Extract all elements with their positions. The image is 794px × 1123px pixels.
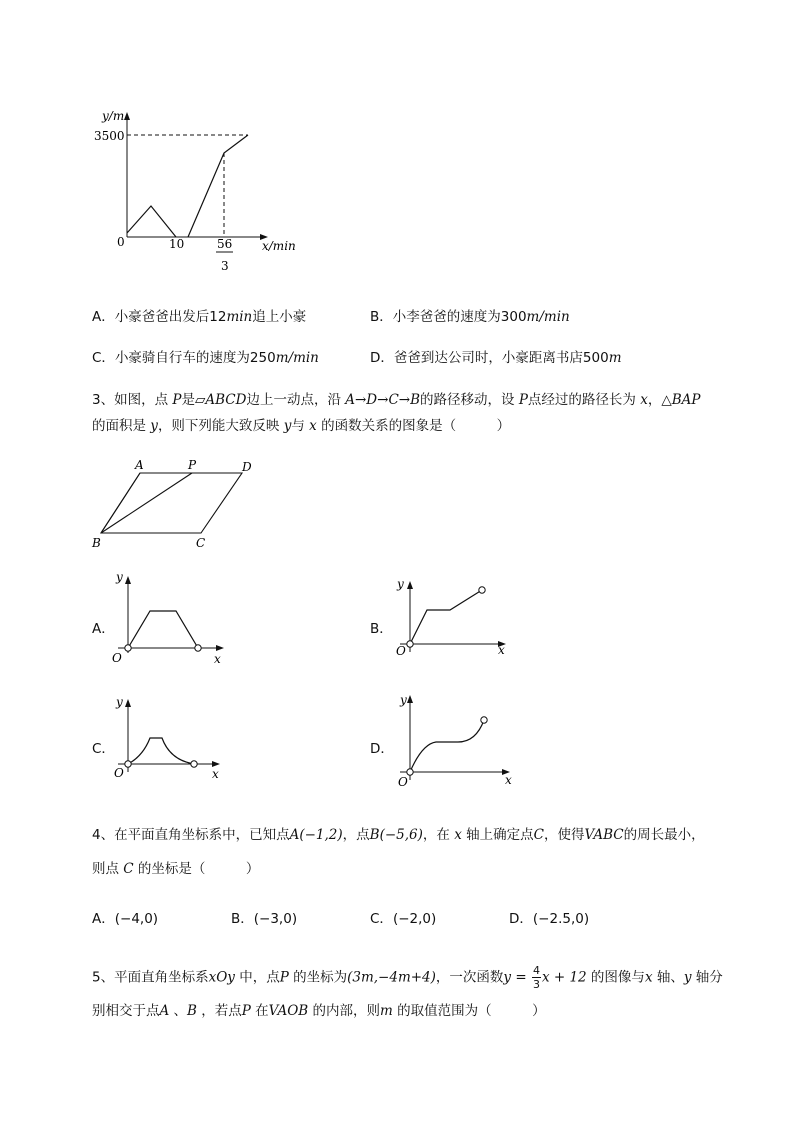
q4-option-c[interactable]: C．(−2,0)	[370, 911, 437, 927]
q3-option-d-graph[interactable]	[392, 688, 522, 793]
vertex-b-label: B	[92, 536, 101, 550]
y-axis-arrow	[124, 112, 130, 120]
x-tick-10: 10	[169, 237, 185, 251]
open-circle-origin	[125, 645, 131, 651]
q3-line1: 3、如图，点 P是▱ABCD边上一动点，沿 A→D→C→B的路径移动，设 P点经过的路径长为 x，△BAP	[92, 392, 701, 408]
piecewise-curve	[410, 590, 482, 644]
q3-option-b-graph[interactable]	[392, 574, 522, 664]
svg-text:y: y	[116, 695, 123, 709]
s-curve	[410, 720, 484, 772]
y-axis-label: y/m	[102, 109, 125, 123]
open-circle-end	[479, 587, 485, 593]
segment-ba	[101, 473, 140, 533]
svg-text:O: O	[396, 644, 406, 658]
q2-option-c[interactable]: C．小豪骑自行车的速度为250m/min	[92, 350, 319, 366]
x-axis-label: x/min	[262, 239, 296, 253]
vertex-c-label: C	[196, 536, 206, 550]
q3-option-c-graph[interactable]	[110, 692, 230, 787]
q2-option-a[interactable]: A．小豪爸爸出发后12min追上小豪	[92, 309, 307, 325]
q3-option-a-letter[interactable]: A．	[92, 621, 115, 637]
segment-bp	[101, 473, 192, 533]
q3-option-c-letter[interactable]: C．	[92, 741, 115, 757]
q4-line2: 则点 C 的坐标是（ ）	[92, 861, 260, 877]
fn-fraction: $\frac{4}{3}$	[532, 964, 540, 991]
q5-line1: 5、平面直角坐标系xOy 中，点P 的坐标为(3m,−4m+4)，一次函数y = $\frac{4}{3}$ x + 12 的图像与x 轴、y 轴分	[92, 964, 723, 991]
y-tick-3500: 3500	[94, 129, 125, 143]
parallelogram-figure	[88, 455, 268, 555]
q4-option-b[interactable]: B．(−3,0)	[231, 911, 298, 927]
svg-text:x: x	[212, 767, 219, 781]
distance-time-graph	[90, 100, 310, 280]
svg-text:y: y	[397, 577, 404, 591]
svg-text:O: O	[398, 775, 408, 789]
q2-option-b[interactable]: B．小李爸爸的速度为300m/min	[370, 309, 570, 325]
vertex-a-label: A	[135, 458, 144, 472]
q3-option-d-letter[interactable]: D．	[370, 741, 394, 757]
svg-text:x: x	[505, 773, 512, 787]
x-tick-56-numerator: 56	[217, 237, 233, 251]
svg-text:x: x	[498, 643, 505, 657]
q4-option-d[interactable]: D．(−2.5,0)	[509, 911, 590, 927]
vertex-d-label: D	[242, 460, 252, 474]
point-p-label: P	[188, 458, 197, 472]
xiaohao-path	[127, 206, 176, 237]
svg-text:y: y	[400, 693, 407, 707]
svg-text:O: O	[112, 651, 122, 665]
q2-option-d[interactable]: D．爸爸到达公司时，小豪距离书店500m	[370, 350, 622, 366]
open-circle-end	[195, 645, 201, 651]
q3-option-b-letter[interactable]: B．	[370, 621, 393, 637]
q3-line2: 的面积是 y，则下列能大致反映 y与 x 的函数关系的图象是（ ）	[92, 418, 511, 434]
open-circle-end	[191, 761, 197, 767]
dad-path	[188, 135, 248, 237]
svg-text:y: y	[116, 570, 123, 584]
origin-label: 0	[117, 235, 125, 249]
parallelogram-abcd	[101, 473, 242, 533]
q3-option-a-graph[interactable]	[110, 565, 230, 675]
x-tick-3-denominator: 3	[221, 259, 229, 273]
curved-curve	[128, 738, 194, 764]
q5-line2: 别相交于点A 、B ，若点P 在VAOB 的内部，则m 的取值范围为（ ）	[92, 1003, 546, 1019]
q4-line1: 4、在平面直角坐标系中，已知点A(−1,2)，点B(−5,6)，在 x 轴上确定点C，使得VABC的周长最小，	[92, 827, 705, 843]
open-circle-end	[481, 717, 487, 723]
q4-option-a[interactable]: A．(−4,0)	[92, 911, 159, 927]
svg-text:x: x	[214, 652, 221, 666]
trapezoid-curve	[128, 611, 198, 648]
svg-text:O: O	[114, 766, 124, 780]
